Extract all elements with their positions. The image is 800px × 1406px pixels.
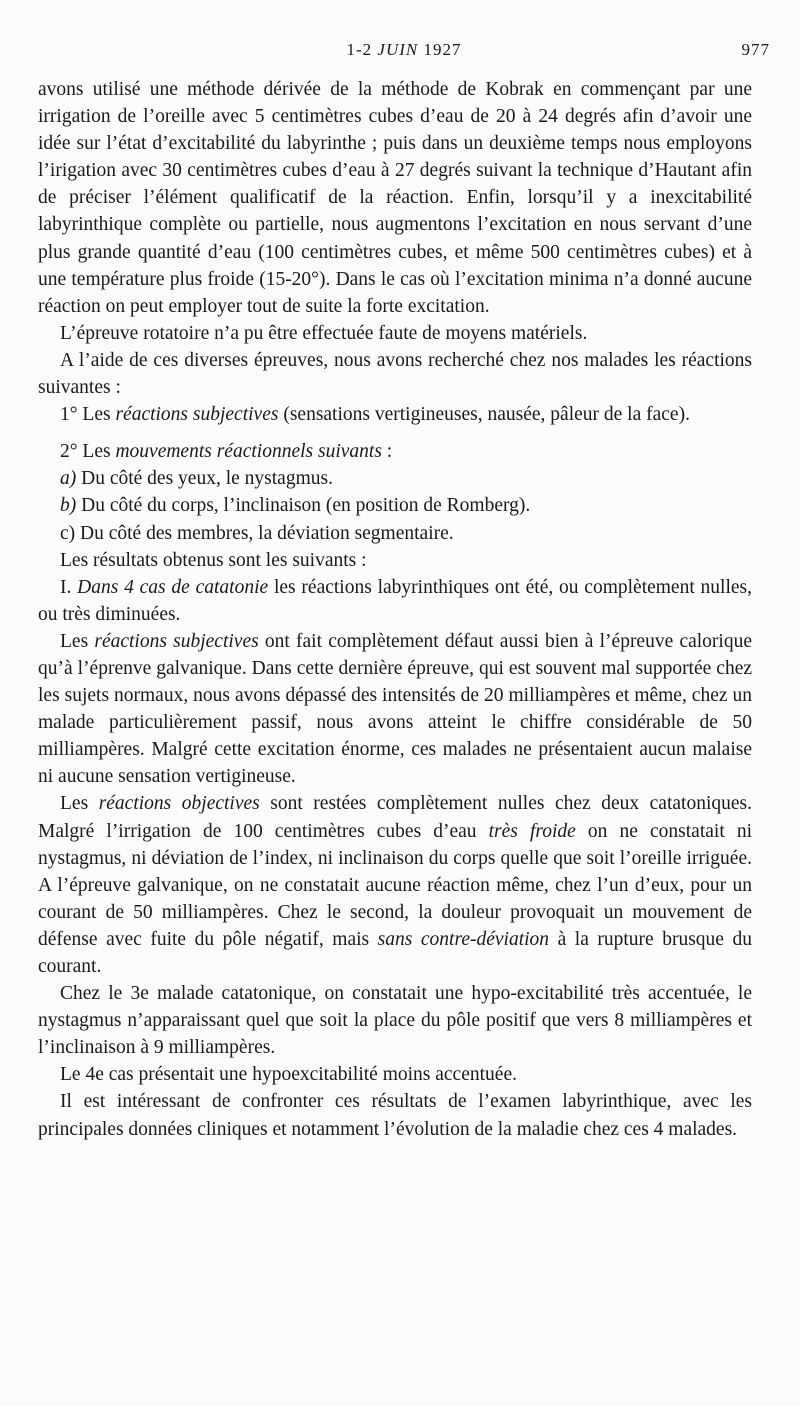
list-item-eyes: a) Du côté des yeux, le nystagmus. — [60, 468, 333, 490]
list-item-body: b) Du côté du corps, l’inclinaison (en position de Romberg). — [60, 495, 531, 517]
paragraph-reactions-intro: A l’aide de ces diverses épreuves, nous avons recherché chez nos malades les réactions suivantes : — [38, 349, 752, 399]
paragraph-subjective-results: Les réactions subjectives ont fait complètement défaut aussi bien à l’épreuve calorique qu’à l’éprenve galvanique. Dans cette dernière épreuve, qui est souvent mal supportée chez les sujets normaux, nous avons dépassé des intensités de 20 milliampères et même, chez un malade particulièrement passif, nous avons atteint le chiffre considérable de 50 milliampères. Malgré cette excitation énorme, ces malades ne présentaient aucun malaise ni aucune sensation vertigineuse. — [38, 630, 752, 788]
paragraph-method: avons utilisé une méthode dérivée de la méthode de Kobrak en commençant par une irrigation de l’oreille avec 5 centimètres cubes d’eau de 20 à 24 degrés afin d’avoir une idée sur l’état d’excitabilité du labyrinthe ; puis dans un deuxième temps nous employons l’irigation avec 30 centimètres cubes d’eau à 27 degrés suivant la technique d’Hautant afin de préciser l’élément qualificatif de la réaction. Enfin, lorsqu’il y a inexcitabilité labyrinthique complète ou partielle, nous augmentons l’excitation en nous servant d’une plus grande quantité d’eau (100 centimètres cubes, et même 500 centimètres cubes) et à une température plus froide (15-20°). Dans le cas où l’excitation minima n’a donné aucune réaction on peut employer tout de suite la forte excitation. — [38, 79, 752, 317]
page-header — [38, 40, 770, 68]
date-year: 1927 — [418, 40, 462, 59]
list-item-limbs: c) Du côté des membres, la déviation segmentaire. — [60, 522, 454, 544]
header-date — [38, 40, 770, 60]
page-number: 977 — [741, 40, 770, 59]
paragraph-third-patient: Chez le 3e malade catatonique, on constatait une hypo-excitabilité très accentuée, le nystagmus n’apparaissant quel que soit la place du pôle positif que vers 8 milliampères et l’inclinaison à 9 milliampères. — [38, 983, 752, 1059]
paragraph-fourth-case: Le 4e cas présentait une hypoexcitabilité moins accentuée. — [60, 1064, 517, 1086]
paragraph-objective-results: Les réactions objectives sont restées complètement nulles chez deux catatoniques. Malgré l’irrigation de 100 centimètres cubes d’eau très froide on ne constatait ni nystagmus, ni déviation de l’index, ni inclinaison du corps quelle que soit l’oreille irriguée. A l’épreuve galvanique, on ne constatait aucune réaction même, chez l’un d’eux, pour un courant de 50 milliampères. Chez le second, la douleur provoquait un mouvement de défense avec fuite du pôle négatif, mais sans contre-déviation à la rupture brusque du courant. — [38, 793, 753, 977]
paragraph-catatonia-cases: I. Dans 4 cas de catatonie les réactions labyrinthiques ont été, ou complètement nulles, ou très diminuées. — [38, 576, 752, 625]
paragraph-conclusion: Il est intéressant de confronter ces résultats de l’examen labyrinthique, avec les principales données cliniques et notamment l’évolution de la maladie chez ces 4 malades. — [38, 1091, 752, 1140]
paragraph-rotatory-test: L’épreuve rotatoire n’a pu être effectuée faute de moyens matériels. — [60, 322, 588, 344]
date-day: 1-2 — [346, 40, 378, 59]
paragraph-results-intro: Les résultats obtenus sont les suivants : — [60, 549, 367, 571]
body-text — [38, 76, 752, 1143]
date-month: JUIN — [377, 40, 419, 59]
paragraph-reaction-movements: 2° Les mouvements réactionnels suivants : — [60, 441, 393, 463]
paragraph-subjective-reactions: 1° Les réactions subjectives (sensations vertigineuses, nausée, pâleur de la face). — [60, 404, 690, 426]
